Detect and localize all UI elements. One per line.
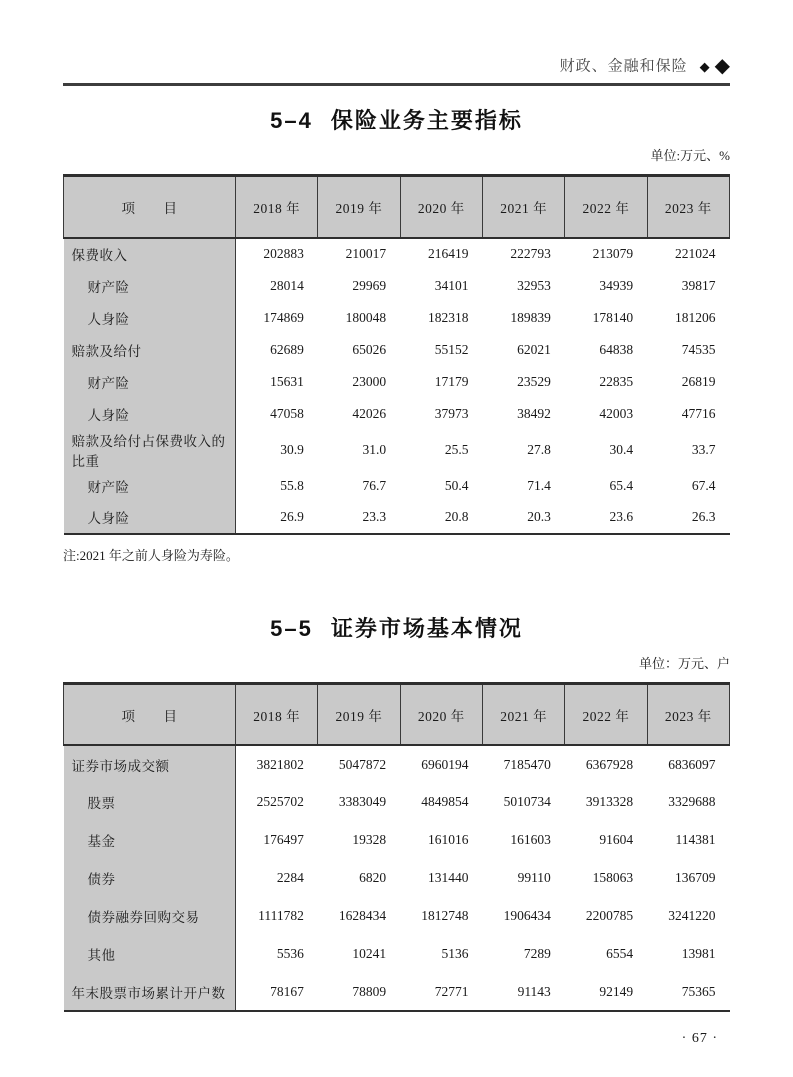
- cell-value: 6836097: [668, 756, 716, 772]
- table-row: [64, 935, 730, 973]
- diamond-large-icon: ◆: [714, 55, 730, 78]
- table-row: [64, 398, 730, 430]
- cell-value: 71.4: [527, 477, 551, 493]
- year-column-header: 2023 年: [647, 683, 729, 745]
- cell-value: 182318: [427, 309, 469, 325]
- diamond-small-icon: ◆: [699, 58, 710, 74]
- table-row: [64, 302, 730, 334]
- cell-value: 99110: [517, 870, 551, 886]
- year-column-header: 2023 年: [647, 176, 729, 238]
- cell-value: 5536: [276, 946, 304, 962]
- cell-value: 64838: [599, 341, 634, 357]
- section-insurance-indicators: [63, 106, 730, 564]
- row-label: 年末股票市场累计开户数: [64, 973, 236, 1011]
- table-row: [64, 897, 730, 935]
- row-label: 基金: [64, 821, 236, 859]
- cell-value: 1906434: [503, 908, 551, 924]
- cell-value: 10241: [352, 946, 387, 962]
- row-label: 债券: [64, 859, 236, 897]
- table-note: 注:2021 年之前人身险为寿险。: [63, 547, 239, 563]
- cell-value: 34101: [434, 277, 469, 293]
- cell-value: 42003: [599, 405, 634, 421]
- cell-value: 2525702: [256, 794, 304, 810]
- cell-value: 47058: [270, 405, 304, 421]
- cell-value: 30.9: [280, 441, 304, 457]
- cell-value: 28014: [270, 277, 304, 293]
- cell-value: 213079: [592, 246, 634, 262]
- table-row: [64, 973, 730, 1011]
- page-number: · 67 ·: [681, 1031, 718, 1046]
- table-number: 5–4: [270, 108, 313, 134]
- cell-value: 50.4: [444, 477, 469, 493]
- cell-value: 75365: [681, 983, 716, 999]
- row-label: 人身险: [64, 398, 236, 430]
- cell-value: 176497: [263, 832, 304, 848]
- table-row: [64, 334, 730, 366]
- cell-value: 221024: [675, 246, 716, 262]
- cell-value: 6367928: [585, 756, 634, 772]
- table-row: [64, 366, 730, 398]
- table-row: [64, 502, 730, 534]
- cell-value: 65026: [352, 341, 387, 357]
- cell-value: 15631: [270, 373, 304, 389]
- cell-value: 33.7: [691, 441, 716, 457]
- year-column-header: 2020 年: [400, 683, 482, 745]
- cell-value: 161603: [510, 832, 551, 848]
- cell-value: 74535: [681, 341, 716, 357]
- cell-value: 5010734: [503, 794, 551, 810]
- row-label: 财产险: [64, 270, 236, 302]
- table-header-row: [64, 683, 730, 745]
- securities-market-table: [63, 682, 730, 1013]
- table-row: [64, 745, 730, 783]
- cell-value: 6554: [606, 946, 634, 962]
- table-number: 5–5: [270, 615, 313, 641]
- table-title-text: 保险业务主要指标: [330, 108, 523, 134]
- cell-value: 34939: [599, 277, 634, 293]
- row-label: 债券融券回购交易: [64, 897, 236, 935]
- cell-value: 55152: [434, 341, 469, 357]
- cell-value: 67.4: [691, 477, 716, 493]
- cell-value: 92149: [599, 983, 634, 999]
- year-column-header: 2021 年: [482, 683, 564, 745]
- cell-value: 78809: [352, 983, 387, 999]
- cell-value: 178140: [592, 309, 634, 325]
- cell-value: 161016: [427, 832, 469, 848]
- row-label: 股票: [64, 783, 236, 821]
- cell-value: 76.7: [362, 477, 387, 493]
- row-label: 人身险: [64, 302, 236, 334]
- cell-value: 1111782: [258, 908, 304, 924]
- cell-value: 26.3: [691, 509, 716, 525]
- row-label: 其他: [64, 935, 236, 973]
- cell-value: 39817: [681, 277, 716, 293]
- cell-value: 6820: [359, 870, 387, 886]
- year-column-header: 2022 年: [565, 176, 647, 238]
- table-row: [64, 270, 730, 302]
- cell-value: 91604: [599, 832, 634, 848]
- cell-value: 5136: [441, 946, 469, 962]
- cell-value: 65.4: [609, 477, 634, 493]
- cell-value: 3821802: [256, 756, 304, 772]
- section-securities-market: [63, 614, 730, 1013]
- running-head: [63, 56, 730, 86]
- insurance-indicators-table: [63, 174, 730, 535]
- row-label: 财产险: [64, 470, 236, 502]
- cell-value: 114381: [675, 832, 716, 848]
- cell-value: 32953: [517, 277, 551, 293]
- table-header-row: [64, 176, 730, 238]
- table-title-5-4: [63, 106, 730, 136]
- cell-value: 23.3: [362, 509, 387, 525]
- cell-value: 3241220: [668, 908, 716, 924]
- cell-value: 47716: [681, 405, 716, 421]
- row-label: 财产险: [64, 366, 236, 398]
- cell-value: 23529: [517, 373, 551, 389]
- cell-value: 23000: [352, 373, 387, 389]
- unit-label: 单位：万元、户: [638, 655, 730, 671]
- year-column-header: 2019 年: [318, 683, 400, 745]
- cell-value: 5047872: [338, 756, 387, 772]
- cell-value: 26819: [681, 373, 716, 389]
- table-row: [64, 430, 730, 470]
- cell-value: 25.5: [444, 441, 469, 457]
- cell-value: 30.4: [609, 441, 634, 457]
- cell-value: 20.8: [444, 509, 469, 525]
- cell-value: 189839: [510, 309, 551, 325]
- table-title-text: 证券市场基本情况: [330, 615, 523, 641]
- row-label: 赔款及给付: [64, 334, 236, 366]
- cell-value: 42026: [352, 405, 387, 421]
- year-column-header: 2018 年: [236, 683, 318, 745]
- cell-value: 3329688: [668, 794, 716, 810]
- cell-value: 38492: [517, 405, 551, 421]
- year-column-header: 2021 年: [482, 176, 564, 238]
- year-column-header: 2018 年: [236, 176, 318, 238]
- table-row: [64, 821, 730, 859]
- table-row: [64, 859, 730, 897]
- cell-value: 131440: [427, 870, 469, 886]
- row-label: 赔款及给付占保费收入的比重: [64, 430, 236, 470]
- cell-value: 62689: [270, 341, 304, 357]
- year-column-header: 2022 年: [565, 683, 647, 745]
- cell-value: 202883: [263, 246, 304, 262]
- cell-value: 174869: [263, 309, 304, 325]
- cell-value: 19328: [352, 832, 387, 848]
- table-row: [64, 783, 730, 821]
- row-label: 保费收入: [64, 238, 236, 270]
- table-title-5-5: [63, 614, 730, 644]
- cell-value: 78167: [270, 983, 304, 999]
- cell-value: 6960194: [421, 756, 469, 772]
- cell-value: 13981: [681, 946, 716, 962]
- cell-value: 210017: [345, 246, 387, 262]
- item-column-header: 项 目: [64, 683, 236, 745]
- year-column-header: 2019 年: [318, 176, 400, 238]
- cell-value: 222793: [510, 246, 551, 262]
- unit-label: 单位:万元、%: [650, 148, 730, 164]
- cell-value: 22835: [599, 373, 634, 389]
- cell-value: 20.3: [527, 509, 551, 525]
- cell-value: 4849854: [421, 794, 469, 810]
- cell-value: 7289: [523, 946, 551, 962]
- year-column-header: 2020 年: [400, 176, 482, 238]
- cell-value: 17179: [434, 373, 469, 389]
- cell-value: 2284: [276, 870, 304, 886]
- cell-value: 3383049: [338, 794, 387, 810]
- table-row: [64, 470, 730, 502]
- cell-value: 181206: [675, 309, 716, 325]
- cell-value: 91143: [517, 983, 551, 999]
- row-label: 人身险: [64, 502, 236, 534]
- cell-value: 180048: [345, 309, 387, 325]
- item-column-header: 项 目: [64, 176, 236, 238]
- row-label: 证券市场成交额: [64, 745, 236, 783]
- cell-value: 31.0: [362, 441, 387, 457]
- cell-value: 55.8: [280, 477, 304, 493]
- table-row: [64, 238, 730, 270]
- cell-value: 3913328: [585, 794, 634, 810]
- cell-value: 23.6: [609, 509, 634, 525]
- cell-value: 158063: [592, 870, 634, 886]
- cell-value: 37973: [434, 405, 469, 421]
- cell-value: 27.8: [527, 441, 551, 457]
- cell-value: 136709: [675, 870, 716, 886]
- cell-value: 1812748: [421, 908, 469, 924]
- cell-value: 29969: [352, 277, 387, 293]
- cell-value: 2200785: [585, 908, 634, 924]
- cell-value: 72771: [434, 983, 469, 999]
- cell-value: 26.9: [280, 509, 304, 525]
- cell-value: 216419: [427, 246, 469, 262]
- cell-value: 62021: [517, 341, 551, 357]
- cell-value: 7185470: [503, 756, 551, 772]
- chapter-label: 财政、金融和保险: [559, 57, 688, 75]
- cell-value: 1628434: [338, 908, 387, 924]
